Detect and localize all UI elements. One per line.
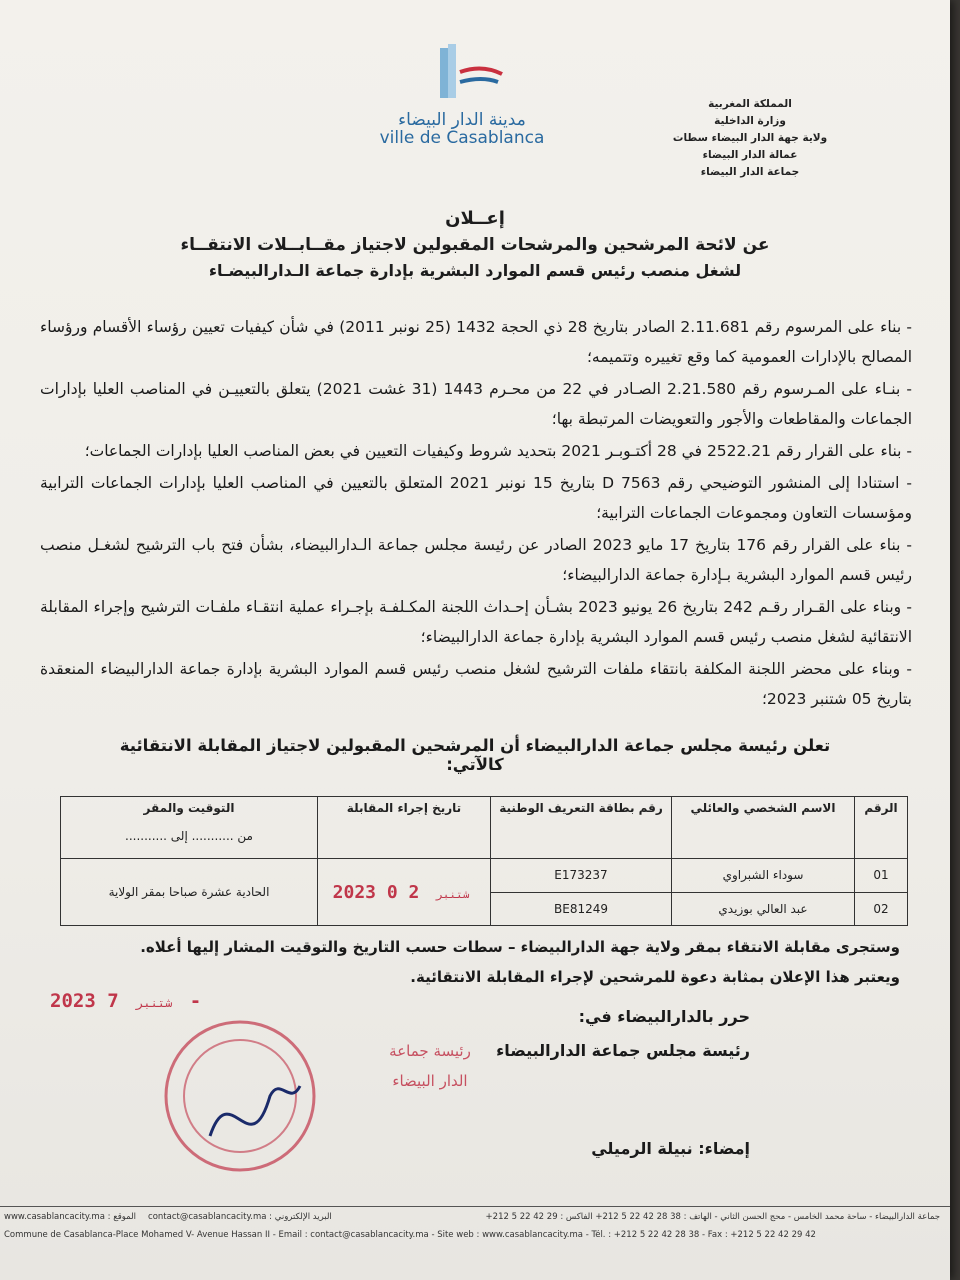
- preamble-paragraph: - بنـاء على المـرسوم رقم 2.21.580 الصـادر في 22 من محـرم 1443 (31 غشت 2021) يتعلق بالتعييـن في المناصب العليا بإدارات الجماعات والمقاطعات والأجور والتعويضات المرتبطة بها؛: [40, 380, 912, 428]
- preamble-paragraph: - بناء على القرار رقم 176 بتاريخ 17 مايو 2023 الصادر عن رئيسة مجلس جماعة الـدارالبيضاء، بشأن فتح باب الترشيح لشغـل منصب رئيس قسم الموارد البشرية بـإدارة جماعة الدارالبيضاء؛: [40, 536, 913, 584]
- stamp-line: الدار البيضاء: [392, 1072, 468, 1090]
- header-time-place: [61, 797, 318, 859]
- table-row: [61, 859, 908, 893]
- header-name: الاسم الشخصي والعائلي: [672, 797, 855, 859]
- header-interview-date: تاريخ إجراء المقابلة: [318, 797, 491, 859]
- casablanca-logo-icon: [412, 42, 512, 104]
- gov-line: عمالة الدار البيضاء: [702, 149, 798, 161]
- footer-email: contact@casablancacity.ma : البريد الإلكتروني: [148, 1212, 332, 1222]
- official-stamp-text: [350, 1036, 510, 1096]
- signed-day: 7 -: [107, 990, 202, 1012]
- city-logo: [372, 42, 552, 148]
- footer-french: Commune de Casablanca-Place Mohamed V- Avenue Hassan II - Email : contact@casablancacity.ma - Site web : www.casablancacity.ma - Tél. : +212 5 22 42 28 38 - Fax : +212 5 22 42 29 42: [4, 1230, 816, 1240]
- preamble-paragraph: - بناء على المرسوم رقم 2.11.681 الصادر بتاريخ 28 ذي الحجة 1432 (25 نونبر 2011) في شأن كيفيات تعيين رؤساء الأقسام ورؤساء المصالح بالإدارات العمومية كما وقع تغييره وتتميمه؛: [40, 318, 912, 366]
- row-number: 01: [855, 859, 908, 893]
- interview-date-cell: [318, 859, 491, 926]
- signed-place: حرر بالدارالبيضاء في:: [578, 1007, 750, 1026]
- preamble-paragraph: - وبناء على القـرار رقـم 242 بتاريخ 26 يونيو 2023 بشـأن إحـداث اللجنة المكـلفـة بإجـراء عملية انتقـاء ملفـات الترشيح وإجراء المقابلة الانتقائية لشغل منصب رئيس قسم الموارد البشرية بإدارة جماعة الدارالبيضاء؛: [40, 598, 912, 646]
- interview-year: 2023: [332, 881, 376, 903]
- gov-line: ولاية جهة الدار البيضاء سطات: [672, 132, 828, 144]
- preamble-paragraph: - بناء على القرار رقم 2522.21 في 28 أكتـوبـر 2021 بتحديد شروط وكيفيات التعيين في بعض المناصب العليا بإدارات الجماعات؛: [84, 442, 912, 460]
- logo-arabic-text: مدينة الدار البيضاء: [398, 110, 526, 130]
- row-name: عبد العالي بوزيدي: [672, 892, 855, 926]
- time-place-cell: الحادية عشرة صباحا بمقر الولاية: [61, 859, 318, 926]
- closing-text: [60, 932, 900, 992]
- row-number: 02: [855, 892, 908, 926]
- government-header: [650, 96, 850, 181]
- interview-date-stamp: [333, 882, 476, 903]
- round-seal-icon: [160, 1016, 320, 1176]
- signatory-name: إمضاء: نبيلة الرميلي: [591, 1139, 750, 1158]
- header-number: الرقم: [855, 797, 908, 859]
- row-cin: BE81249: [491, 892, 672, 926]
- preamble: [40, 312, 912, 716]
- interview-day: 2 0: [386, 881, 420, 903]
- table-header-row: [61, 797, 908, 859]
- signatory-title: رئيسة مجلس جماعة الدارالبيضاء: [496, 1041, 750, 1060]
- announcement: تعلن رئيسة مجلس جماعة الدارالبيضاء أن المرشحين المقبولين لاجتياز المقابلة الانتقائية كالآتي:: [119, 736, 831, 774]
- candidates-table: [60, 796, 908, 926]
- header-cin: رقم بطاقة التعريف الوطنية: [491, 797, 672, 859]
- gov-line: المملكة المغربية: [708, 98, 792, 110]
- logo-french-text: ville de Casablanca: [379, 128, 545, 148]
- gov-line: وزارة الداخلية: [714, 115, 786, 127]
- row-cin: E173237: [491, 859, 672, 893]
- signed-month: شتنبر: [136, 996, 173, 1010]
- interview-month: شتنبر: [436, 887, 470, 901]
- header-time-place-label: التوقيت والمقر: [143, 801, 235, 815]
- signed-year: 2023: [50, 990, 96, 1012]
- gov-line: جماعة الدار البيضاء: [700, 166, 800, 178]
- stamp-line: رئيسة جماعة: [389, 1042, 471, 1060]
- footer-arabic: [4, 1212, 940, 1222]
- preamble-paragraph: - وبناء على محضر اللجنة المكلفة بانتقاء ملفات الترشيح لشغل منصب رئيس قسم الموارد البشرية بإدارة جماعة الدارالبيضاء المنعقدة بتاريخ 05 شتنبر 2023؛: [40, 660, 912, 708]
- title-line-3: لشغل منصب رئيس قسم الموارد البشرية بإدارة جماعة الـدارالبيضـاء: [208, 261, 742, 280]
- document-title: [60, 208, 890, 280]
- footer-website: www.casablancacity.ma : الموقع: [4, 1212, 137, 1222]
- closing-line: وستجرى مقابلة الانتقاء بمقر ولاية جهة الدارالبيضاء – سطات حسب التاريخ والتوقيت المشار إليها أعلاه.: [140, 938, 900, 956]
- title-line-1: إعــلان: [445, 208, 505, 229]
- from-to-label: من ........... إلى ...........: [125, 829, 253, 843]
- preamble-paragraph: - استنادا إلى المنشور التوضيحي رقم D 7563 بتاريخ 15 نونبر 2021 المتعلق بالتعيين في المناصب العليا بإدارات الجماعات الترابية ومؤسسات التعاون ومجموعات الجماعات الترابية؛: [40, 474, 913, 522]
- title-line-2: عن لائحة المرشحين والمرشحات المقبولين لاجتياز مقــابــلات الانتقــاء: [180, 235, 770, 255]
- row-name: سوداء الشبراوي: [672, 859, 855, 893]
- closing-line: ويعتبر هذا الإعلان بمثابة دعوة للمرشحين لإجراء المقابلة الانتقائية.: [410, 968, 900, 986]
- footer-divider: [0, 1206, 950, 1207]
- footer-address-ar: جماعة الدارالبيضاء - ساحة محمد الخامس - محج الحسن الثاني - الهاتف : 38 28 42 22 5 212+ الفاكس : 29 42 22 5 212+: [485, 1212, 940, 1222]
